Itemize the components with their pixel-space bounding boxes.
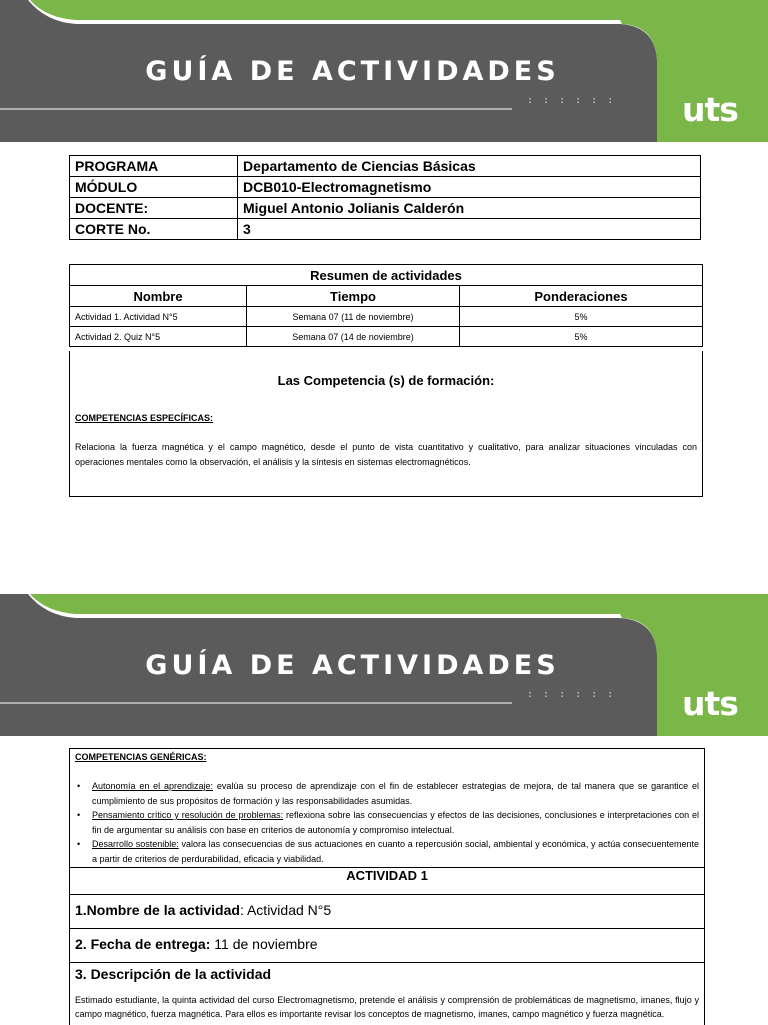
header-banner	[0, 0, 768, 142]
summary-table	[69, 264, 703, 347]
list-item	[75, 837, 699, 866]
info-value: Miguel Antonio Jolianis Calderón	[238, 198, 701, 219]
info-value: 3	[238, 219, 701, 240]
info-label: CORTE No.	[70, 219, 238, 240]
info-label: DOCENTE:	[70, 198, 238, 219]
competencias-especificas-text: Relaciona la fuerza magnética y el campo magnético, desde el punto de vista cuantitativo y cualitativo, para analizar situaciones vinculadas con operaciones mentales como la observación, el análisis y la síntesis en sistemas electromagnéticos.	[75, 442, 697, 467]
summary-header-tiempo: Tiempo	[247, 286, 460, 307]
competencias-genericas-label: COMPETENCIAS GENÉRICAS:	[75, 752, 207, 762]
activity-weight: 5%	[460, 327, 703, 347]
competencias-genericas-box	[70, 749, 704, 868]
info-row-programa	[70, 156, 701, 177]
banner-title: GUÍA DE ACTIVIDADES	[145, 650, 560, 681]
uts-logo: uts	[682, 684, 738, 723]
competencia-text: valora las consecuencias de sus actuaciones en cuanto a repercusión social, ambiental y económica, y actúa consecuentemente a partir de criterios de perdurabilidad, eficacia y viabilidad.	[92, 839, 699, 864]
info-table	[69, 155, 701, 240]
actividad-descripcion-label: 3. Descripción de la actividad	[75, 966, 272, 982]
info-row-docente	[70, 198, 701, 219]
competencias-title: Las Competencia (s) de formación:	[277, 373, 495, 388]
page-2-content	[69, 748, 705, 1025]
actividad-descripcion-text: Estimado estudiante, la quinta actividad del curso Electromagnetismo, pretende el análisis y comprensión de problemáticas de magnetismo, imanes, flujo y campo magnético, fuerza magnética. Para ellos es importante revisar los conceptos de magnetismo, imanes, campo magnético y fuerza magnética.	[75, 995, 699, 1019]
info-label: PROGRAMA	[70, 156, 238, 177]
competencia-text: evalúa su proceso de aprendizaje con el fin de establecer estrategias de mejora, de tal manera que se garantice el cumplimiento de sus propósitos de formación y las responsabilidades asumidas.	[92, 781, 699, 806]
banner-dots: : : : : : :	[527, 689, 616, 700]
summary-header-nombre: Nombre	[70, 286, 247, 307]
actividad-nombre-label: 1.Nombre de la actividad	[75, 902, 240, 918]
competencia-label: Pensamiento crítico y resolución de problemas:	[92, 810, 284, 820]
info-row-modulo	[70, 177, 701, 198]
activity-weight: 5%	[460, 307, 703, 327]
actividad-nombre-value: : Actividad N°5	[239, 902, 332, 918]
activity-time: Semana 07 (11 de noviembre)	[247, 307, 460, 327]
actividad-nombre-row	[70, 895, 704, 929]
list-item	[75, 779, 699, 808]
list-item	[75, 808, 699, 837]
banner-title: GUÍA DE ACTIVIDADES	[145, 56, 560, 87]
table-row	[70, 307, 703, 327]
summary-header-ponderaciones: Ponderaciones	[460, 286, 703, 307]
activity-name: Actividad 2. Quiz N°5	[70, 327, 247, 347]
competencias-especificas-label: COMPETENCIAS ESPECÍFICAS:	[75, 413, 214, 423]
uts-logo: uts	[682, 90, 738, 129]
info-value: Departamento de Ciencias Básicas	[238, 156, 701, 177]
info-value: DCB010-Electromagnetismo	[238, 177, 701, 198]
actividad-fecha-value: 11 de noviembre	[210, 936, 318, 952]
competencia-label: Autonomía en el aprendizaje:	[92, 781, 214, 791]
competencia-text: reflexiona sobre las consecuencias y efectos de las decisiones, conclusiones e interpretaciones con el fin de argumentar su análisis con base en criterios de autonomía y compromiso intelectual.	[92, 810, 700, 835]
header-banner-page-2	[0, 594, 768, 736]
competencias-box	[69, 351, 703, 497]
actividad-title: ACTIVIDAD 1	[70, 868, 704, 895]
table-row	[70, 327, 703, 347]
competencia-label: Desarrollo sostenible:	[92, 839, 179, 849]
banner-dots: : : : : : :	[527, 95, 616, 106]
actividad-fecha-row	[70, 929, 704, 963]
info-label: MÓDULO	[70, 177, 238, 198]
activity-time: Semana 07 (14 de noviembre)	[247, 327, 460, 347]
summary-title: Resumen de actividades	[70, 265, 703, 286]
actividad-fecha-label: 2. Fecha de entrega:	[75, 936, 211, 952]
competencias-genericas-list	[75, 779, 699, 866]
info-row-corte	[70, 219, 701, 240]
activity-name: Actividad 1. Actividad N°5	[70, 307, 247, 327]
